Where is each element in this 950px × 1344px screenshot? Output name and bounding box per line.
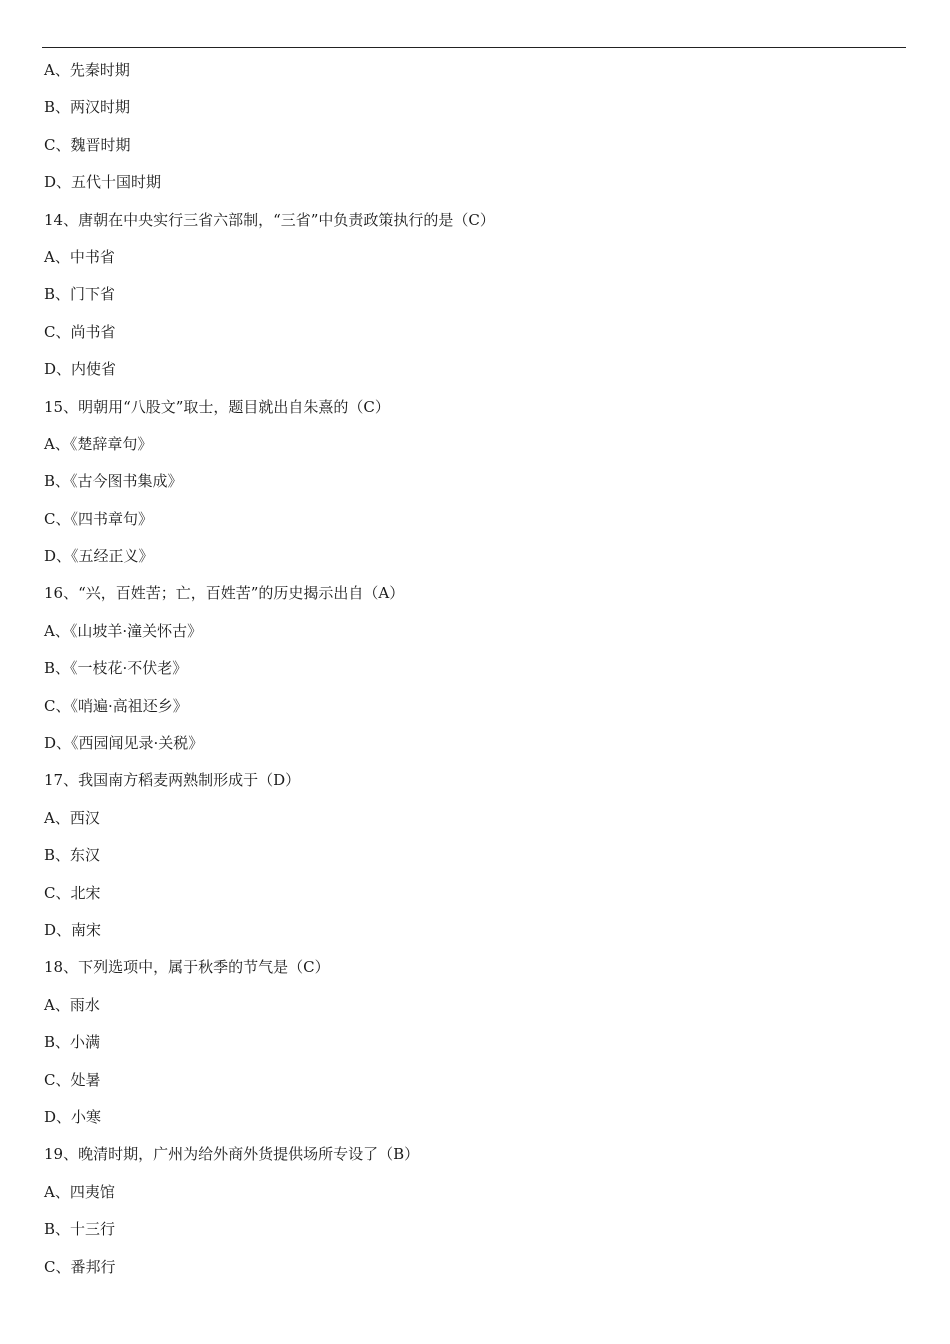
option-c: C、处暑	[44, 1070, 101, 1089]
option-a: A、中书省	[44, 247, 115, 266]
option-b: B、《一枝花·不伏老》	[44, 659, 188, 678]
option-c: C、魏晋时期	[44, 135, 131, 154]
option-c: C、《哨遍·高祖还乡》	[44, 696, 188, 715]
option-a: A、《山坡羊·潼关怀古》	[44, 621, 203, 640]
option-a: A、雨水	[44, 995, 100, 1014]
option-b: B、门下省	[44, 285, 116, 304]
question-14: 14、唐朝在中央实行三省六部制，“三省”中负责政策执行的是（C）	[44, 210, 495, 229]
question-18: 18、下列选项中，属于秋季的节气是（C）	[44, 958, 330, 977]
option-d: D、小寒	[44, 1107, 102, 1126]
document-body	[44, 58, 904, 1292]
option-d: D、五代十国时期	[44, 173, 162, 192]
option-c: C、北宋	[44, 883, 101, 902]
option-d: D、《五经正义》	[44, 547, 154, 566]
header-rule	[42, 47, 906, 48]
question-16: 16、“兴，百姓苦；亡，百姓苦”的历史揭示出自（A）	[44, 584, 405, 603]
option-b: B、十三行	[44, 1220, 116, 1239]
option-c: C、《四书章句》	[44, 509, 153, 528]
option-b: B、《古今图书集成》	[44, 472, 183, 491]
question-19: 19、晚清时期，广州为给外商外货提供场所专设了（B）	[44, 1145, 420, 1164]
option-a: A、四夷馆	[44, 1182, 115, 1201]
option-a: A、西汉	[44, 808, 100, 827]
option-c: C、番邦行	[44, 1257, 116, 1276]
question-17: 17、我国南方稻麦两熟制形成于（D）	[44, 771, 301, 790]
question-15: 15、明朝用“八股文”取士，题目就出自朱熹的（C）	[44, 397, 390, 416]
option-d: D、内使省	[44, 360, 117, 379]
option-b: B、小满	[44, 1033, 101, 1052]
option-b: B、两汉时期	[44, 98, 131, 117]
option-c: C、尚书省	[44, 322, 116, 341]
option-b: B、东汉	[44, 846, 101, 865]
option-a: A、先秦时期	[44, 61, 130, 79]
option-d: D、南宋	[44, 920, 102, 939]
option-a: A、《楚辞章句》	[44, 434, 153, 453]
option-d: D、《西园闻见录·关税》	[44, 734, 204, 753]
